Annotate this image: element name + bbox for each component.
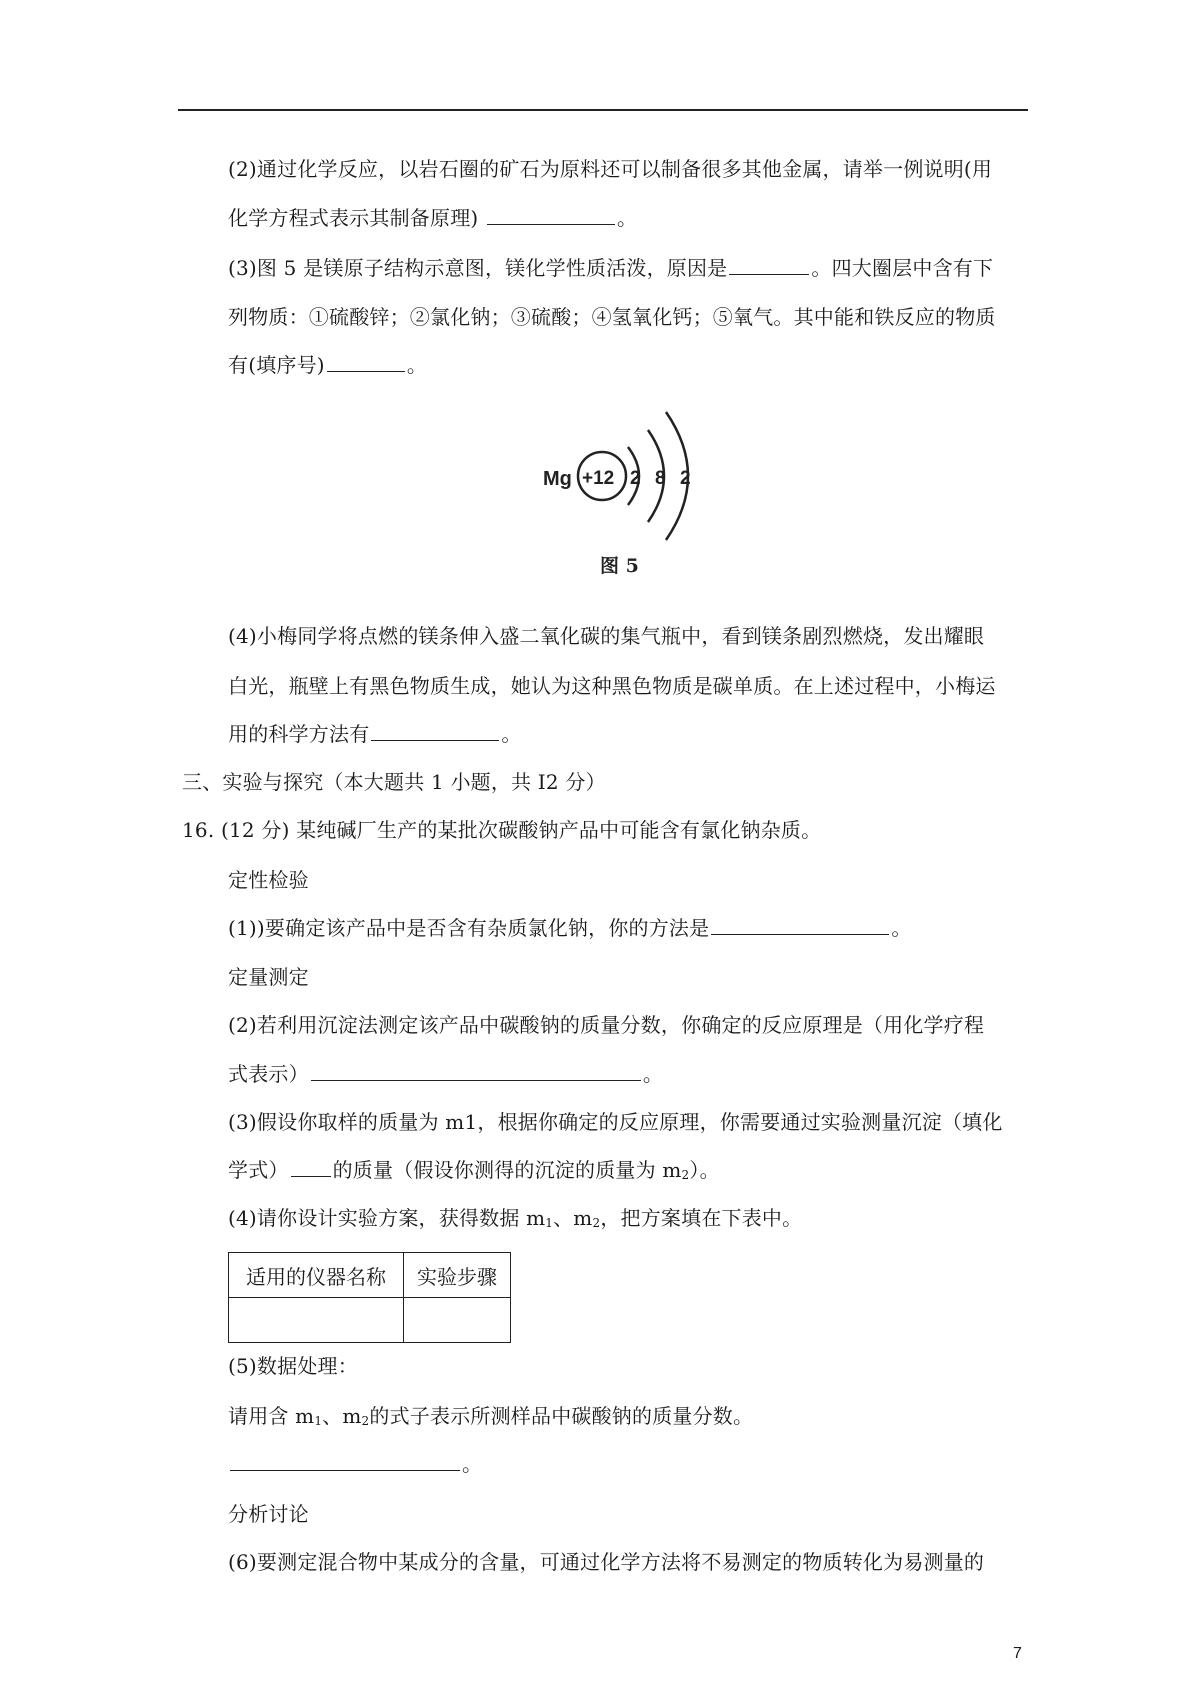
q16-p3-line2: [228, 1156, 720, 1189]
period: 。: [642, 1062, 664, 1086]
q16-p4: [228, 1204, 802, 1237]
q16-p5-heading: (5)数据处理：: [228, 1354, 358, 1378]
answer-blank[interactable]: [371, 722, 499, 741]
q15-p3-line3: [228, 351, 427, 379]
q15-p3-text-a: (3)图 5 是镁原子结构示意图，镁化学性质活泼，原因是: [228, 256, 728, 280]
period: 。: [462, 1452, 483, 1476]
qualitative-heading: 定性检验: [228, 868, 309, 892]
q16-p3-text-c: ）。: [689, 1158, 720, 1182]
q16-p5-text-c: 的式子表示所测样品中碳酸钠的质量分数。: [369, 1404, 754, 1428]
section-heading: 三、实验与探究（本大题共 1 小题，共 I2 分）: [182, 770, 606, 794]
q16-p5-answer: [228, 1450, 482, 1478]
q16-p1-text: (1))要确定该产品中是否含有杂质氯化钠，你的方法是: [228, 916, 710, 940]
table-cell-steps[interactable]: [404, 1298, 511, 1343]
q16-intro: 16. (12 分) 某纯碱厂生产的某批次碳酸钠产品中可能含有氯化钠杂质。: [182, 818, 822, 842]
q15-p3-line2: 列物质：①硫酸锌；②氯化钠；③硫酸；④氢氧化钙；⑤氧气。其中能和铁反应的物质: [228, 305, 996, 329]
header-rule: [178, 109, 1028, 111]
q15-p3-text-c: 有(填序号): [228, 353, 325, 377]
q15-p4-line3: [228, 720, 522, 748]
q15-p2-line1: (2)通过化学反应，以岩石圈的矿石为原料还可以制备很多其他金属，请举一例说明(用: [228, 157, 993, 181]
period: 。: [616, 206, 638, 230]
analysis-heading: 分析讨论: [228, 1502, 309, 1526]
q16-p3-line1: (3)假设你取样的质量为 m1，根据你确定的反应原理，你需要通过实验测量沉淀（填化: [228, 1110, 1003, 1134]
q16-p3-text-b: 的质量（假设你测得的沉淀的质量为 m: [332, 1158, 682, 1182]
q16-p4-text-c: ，把方案填在下表中。: [600, 1206, 803, 1230]
q16-p3-text-a: 学式）: [228, 1158, 289, 1182]
q16-p4-text-a: (4)请你设计实验方案，获得数据 m: [228, 1206, 546, 1230]
figure-caption: 图 5: [600, 555, 639, 577]
q16-p2-text: 式表示）: [228, 1062, 309, 1086]
shell-count-1: 2: [630, 468, 641, 489]
element-symbol: Mg: [543, 468, 572, 490]
q16-p1: [228, 914, 912, 942]
shell-count-3: 2: [680, 468, 691, 489]
nucleus-charge: +12: [582, 468, 615, 489]
quantitative-heading: 定量测定: [228, 965, 309, 989]
subscript: 2: [592, 1216, 601, 1230]
mg-atom-diagram: [520, 392, 720, 582]
q15-p2-text: 化学方程式表示其制备原理): [228, 206, 479, 230]
q16-p5-text-b: 、m: [322, 1404, 362, 1428]
subscript: 1: [545, 1216, 554, 1230]
subscript: 1: [314, 1414, 323, 1428]
q16-p4-text-b: 、m: [553, 1206, 593, 1230]
answer-blank[interactable]: [291, 1158, 331, 1177]
answer-blank[interactable]: [311, 1062, 641, 1081]
q15-p4-text: 用的科学方法有: [228, 722, 370, 746]
q16-p2-line2: [228, 1060, 663, 1088]
answer-blank[interactable]: [487, 206, 615, 225]
q16-p2-line1: (2)若利用沉淀法测定该产品中碳酸钠的质量分数，你确定的反应原理是（用化学疗程: [228, 1013, 985, 1037]
q16-p6: (6)要测定混合物中某成分的含量，可通过化学方法将不易测定的物质转化为易测量的: [228, 1550, 985, 1574]
answer-blank[interactable]: [711, 916, 889, 935]
table-cell-instruments[interactable]: [229, 1298, 404, 1343]
q15-p3-text-b: 。四大圈层中含有下: [811, 256, 994, 280]
period: 。: [501, 722, 522, 746]
table-row: [229, 1298, 511, 1343]
experiment-plan-table: [228, 1252, 511, 1343]
period: 。: [406, 353, 428, 377]
answer-blank[interactable]: [729, 256, 809, 275]
subscript: 2: [681, 1168, 690, 1182]
table-header-cell: 适用的仪器名称: [229, 1253, 404, 1298]
q15-p2-line2: [228, 204, 637, 232]
answer-blank[interactable]: [230, 1452, 460, 1471]
q15-p4-line2: 白光，瓶壁上有黑色物质生成，她认为这种黑色物质是碳单质。在上述过程中，小梅运: [228, 674, 996, 698]
q16-p5-text: [228, 1402, 753, 1435]
period: 。: [891, 916, 912, 940]
subscript: 2: [361, 1414, 370, 1428]
page-number: 7: [1013, 1645, 1022, 1662]
table-header-row: [229, 1253, 511, 1298]
answer-blank[interactable]: [327, 353, 405, 372]
table-header-cell: 实验步骤: [404, 1253, 511, 1298]
q16-p5-text-a: 请用含 m: [228, 1404, 315, 1428]
q15-p3-line1: [228, 254, 993, 282]
shell-count-2: 8: [655, 468, 666, 489]
q15-p4-line1: (4)小梅同学将点燃的镁条伸入盛二氧化碳的集气瓶中，看到镁条剧烈燃烧，发出耀眼: [228, 624, 985, 648]
